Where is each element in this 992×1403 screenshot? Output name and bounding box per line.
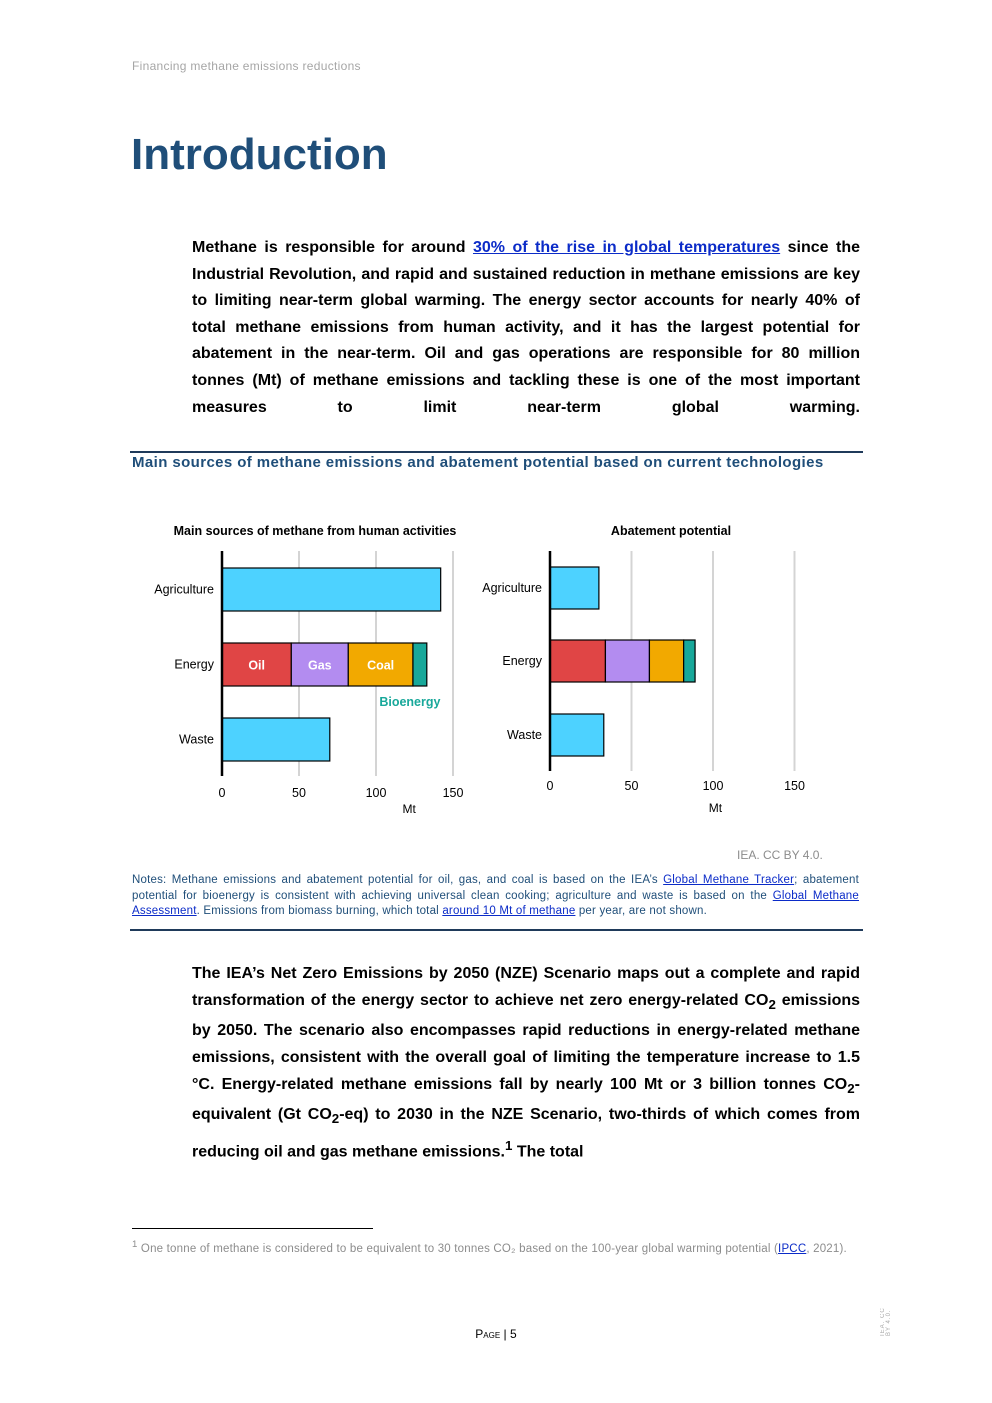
category-label-agriculture: Agriculture — [482, 581, 542, 595]
segment-label-oil: Oil — [248, 658, 265, 673]
bar-energy-segment-4 — [684, 640, 695, 682]
nze-subscript-1: 2 — [768, 996, 776, 1012]
bar-waste-segment-0 — [550, 714, 604, 756]
bar-energy-bioenergy — [413, 643, 427, 686]
notes-text-2: ; abatement potential for bioenergy is consistent with achieving universal clean cooking; agriculture and waste is based on the — [132, 874, 859, 902]
nze-paragraph — [192, 961, 860, 1166]
nze-text-3: -equivalent (Gt CO — [192, 1075, 860, 1124]
segment-label-gas: Gas — [307, 658, 332, 673]
tick-label-50: 50 — [292, 786, 306, 800]
footnote-rule — [132, 1228, 373, 1229]
chart-title: Abatement potential — [610, 524, 732, 538]
nze-subscript-3: 2 — [331, 1111, 340, 1127]
ipcc-link[interactable]: IPCC — [778, 1242, 807, 1255]
bar-energy-segment-2 — [605, 640, 649, 682]
figure-bottom-rule — [130, 929, 863, 931]
tick-label-100: 100 — [702, 779, 724, 793]
category-label-energy: Energy — [174, 657, 214, 672]
notes-text-4: per year, are not shown. — [575, 905, 708, 917]
section-title: Introduction — [131, 130, 388, 179]
figure-title: Main sources of methane emissions and abatement potential based on current technologies — [132, 454, 824, 471]
segment-label-coal: Coal — [367, 658, 395, 673]
page-label: Page — [475, 1327, 501, 1341]
category-label-waste: Waste — [179, 732, 214, 747]
bar-agriculture-segment-0 — [550, 567, 599, 609]
figure-credit: IEA. CC BY 4.0. — [737, 848, 823, 862]
running-header: Financing methane emissions reductions — [132, 59, 361, 73]
bar-energy-segment-3 — [649, 640, 683, 682]
tick-label-100: 100 — [365, 786, 387, 800]
nze-text-4: -eq) to 2030 in the NZE Scenario, two-thirds of which comes from reducing oil and gas methane emissions. — [192, 1106, 860, 1161]
bar-energy-segment-1 — [550, 640, 605, 682]
intro-text-start: Methane is responsible for around — [192, 239, 473, 256]
tick-label-50: 50 — [624, 779, 639, 793]
figure-notes — [132, 873, 859, 920]
x-axis-label: Mt — [402, 802, 416, 816]
page-number — [0, 1327, 992, 1341]
chart-sources — [154, 524, 463, 816]
page-number-value: 5 — [510, 1327, 517, 1341]
tick-label-0: 0 — [218, 786, 226, 800]
category-label-energy: Energy — [502, 654, 542, 668]
global-methane-tracker-link[interactable]: Global Methane Tracker — [663, 874, 795, 886]
nze-subscript-2: 2 — [847, 1080, 855, 1096]
side-credit: IEA. CC BY 4.0. — [880, 1307, 892, 1336]
nze-text-2: emissions by 2050. The scenario also encompasses rapid reductions in energy-related methane emissions, consistent with the overall goal of limiting the temperature increase to 1.5 °C. Energy-related methane emissions fall by nearly 100 Mt or 3 billion tonnes CO — [192, 991, 861, 1093]
footnote-marker: 1 — [132, 1239, 138, 1250]
footnote-reference[interactable]: 1 — [504, 1138, 513, 1154]
notes-text-3: . Emissions from biomass burning, which total — [196, 905, 443, 917]
page-separator: | — [500, 1327, 510, 1341]
tick-label-0: 0 — [546, 779, 554, 793]
tick-label-150: 150 — [784, 779, 805, 793]
footnote — [132, 1237, 859, 1257]
category-label-waste: Waste — [507, 728, 542, 742]
notes-text-1: Notes: Methane emissions and abatement potential for oil, gas, and coal is based on the IEA’s — [132, 874, 664, 886]
intro-text-end: since the Industrial Revolution, and rapid and sustained reduction in methane emissions are key to limiting near-term global warming. The energy sector accounts for nearly 40% of total methane emissions from human activity, and it has the largest potential for abatement in the near-term. Oil and gas operations are responsible for 80 million tonnes (Mt) of methane emissions and tackling these is one of the most important measures to limit near-term global warming. — [192, 239, 861, 416]
chart-abatement — [482, 524, 805, 815]
footnote-text-end: , 2021). — [806, 1242, 847, 1255]
x-axis-label: Mt — [708, 801, 723, 815]
global-methane-assessment-link[interactable]: Global Methane Assessment — [132, 889, 860, 917]
biomass-burning-link[interactable]: around 10 Mt of methane — [442, 905, 576, 917]
category-label-agriculture: Agriculture — [154, 582, 214, 597]
nze-text-5: The total — [512, 1143, 584, 1161]
tick-label-150: 150 — [442, 786, 464, 800]
segment-label-bioenergy: Bioenergy — [379, 695, 441, 709]
bar-agriculture-segment-0 — [222, 568, 441, 611]
footnote-text: One tonne of methane is considered to be equivalent to 30 tonnes CO₂ based on the 100-year global warming potential ( — [137, 1242, 779, 1255]
chart-title: Main sources of methane from human activities — [173, 524, 457, 538]
nze-text-1: The IEA’s Net Zero Emissions by 2050 (NZE) Scenario maps out a complete and rapid transformation of the energy sector to achieve net zero energy-related CO — [192, 965, 860, 1009]
temperature-link[interactable]: 30% of the rise in global temperatures — [472, 239, 781, 256]
bar-waste-segment-0 — [222, 718, 330, 761]
